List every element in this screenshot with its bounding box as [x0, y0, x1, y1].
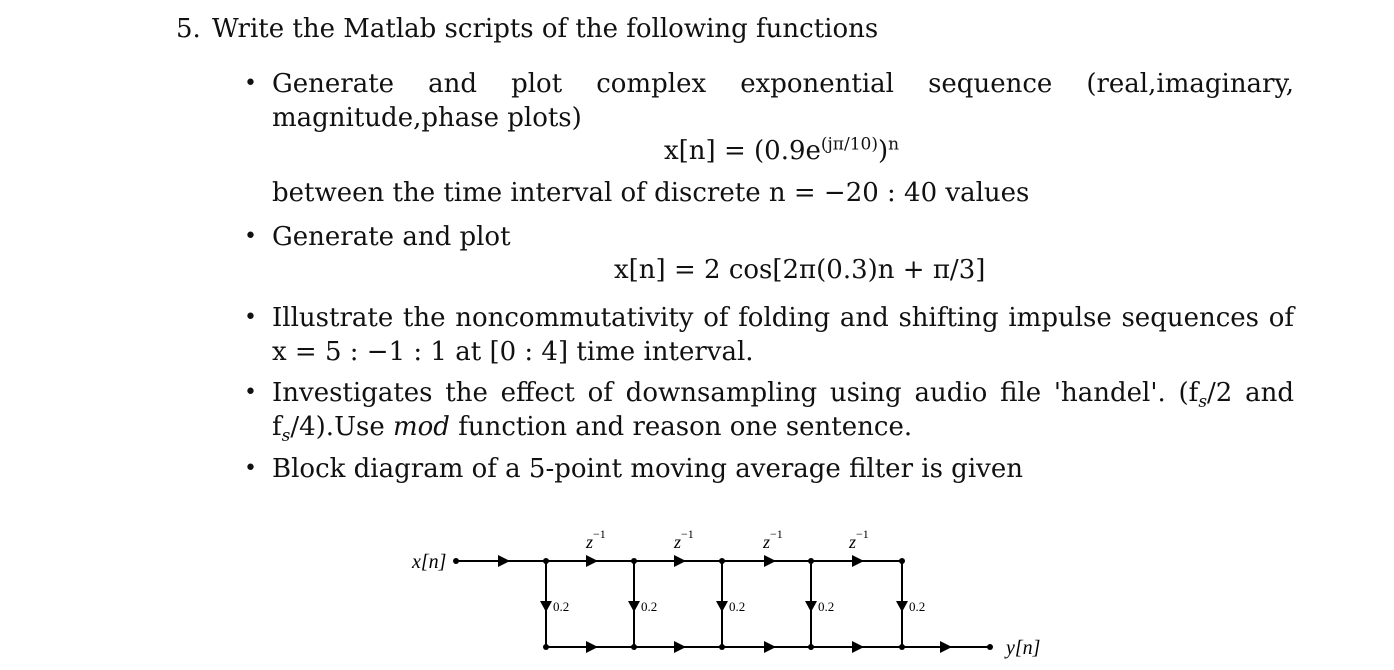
- arrow-sum-2: [674, 641, 686, 653]
- delay-label-1: $z^{-1}$: [586, 527, 606, 552]
- formula-complex-exponential: $x[n] = (0.9e^{(j\pi/10)})^n$: [664, 134, 900, 166]
- bullet: •: [244, 456, 257, 481]
- node: [899, 644, 905, 650]
- delay-label-3: $z^{-1}$: [763, 527, 783, 552]
- node: [808, 644, 814, 650]
- arrow-delay-1: [586, 555, 598, 567]
- node: [719, 644, 725, 650]
- arrow-sum-5: [940, 641, 952, 653]
- list-item-downsampling: • Investigates the effect of downsampling using audio file 'handel'. ($f_s/2$ and $f_s/4).Use$ mod function and reason one sentence.: [244, 378, 1294, 447]
- gain-label-5: 0.2: [909, 599, 926, 614]
- item-text: Illustrate the noncommutativity of folding and shifting impulse sequences of x = 5 : −1 : 1 at [0 : 4] time interval.: [272, 303, 1294, 367]
- interval-text: between the time interval of discrete n = −20 : 40 values: [272, 178, 1030, 208]
- node: [631, 558, 637, 564]
- gain-arrow-2: [628, 601, 640, 612]
- gain-arrow-3: [716, 601, 728, 612]
- gain-arrow-5: [896, 601, 908, 612]
- arrow-input: [498, 555, 510, 567]
- output-label: y[n]: [1006, 637, 1041, 659]
- gain-label-2: 0.2: [641, 599, 658, 614]
- gain-arrow-1: [540, 601, 552, 612]
- delay-label-2: $z^{-1}$: [674, 527, 694, 552]
- arrow-delay-2: [674, 555, 686, 567]
- formula-cosine: x[n] = 2 cos[2π(0.3)n + π/3]: [614, 255, 986, 285]
- bullet: •: [244, 305, 257, 330]
- node: [631, 644, 637, 650]
- bullet: •: [244, 380, 257, 405]
- gain-arrow-4: [805, 601, 817, 612]
- list-item-cosine: [244, 220, 1294, 254]
- list-item-folding-shifting: [244, 301, 1294, 369]
- gain-label-4: 0.2: [818, 599, 835, 614]
- question-title: Write the Matlab scripts of the following functions: [212, 14, 879, 44]
- list-item-block-diagram: [244, 452, 1294, 486]
- item-text: Generate and plot complex exponential sequence (real,imaginary, magnitude,phase plots): [272, 69, 1294, 133]
- gain-label-1: 0.2: [553, 599, 570, 614]
- question-heading: [176, 14, 878, 44]
- node: [543, 558, 549, 564]
- delay-label-4: $z^{-1}$: [849, 527, 869, 552]
- arrow-sum-4: [852, 641, 864, 653]
- bullet: •: [244, 71, 257, 96]
- bullet: •: [244, 224, 257, 249]
- arrow-delay-3: [764, 555, 776, 567]
- item-text: Block diagram of a 5-point moving average filter is given: [272, 454, 1023, 484]
- question-number: 5.: [176, 14, 201, 44]
- node: [719, 558, 725, 564]
- arrow-sum-3: [764, 641, 776, 653]
- item-text: Generate and plot: [272, 222, 511, 252]
- node: [543, 644, 549, 650]
- arrow-delay-4: [852, 555, 864, 567]
- output-node: [987, 644, 993, 650]
- input-label: x[n]: [412, 551, 447, 573]
- moving-average-block-diagram: [400, 515, 1050, 665]
- gain-label-3: 0.2: [729, 599, 746, 614]
- list-item-complex-exponential: [244, 67, 1294, 135]
- node: [899, 558, 905, 564]
- node: [808, 558, 814, 564]
- arrow-sum-1: [586, 641, 598, 653]
